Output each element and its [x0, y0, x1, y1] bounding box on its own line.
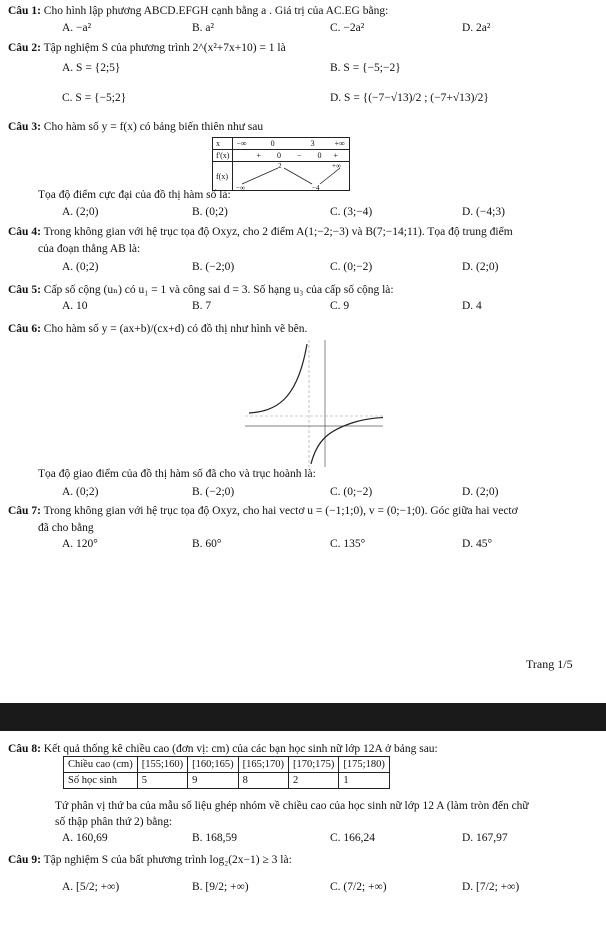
vt-x-0: 0 [270, 139, 275, 148]
q2-opt-a: A. S = {2;5} [62, 62, 121, 74]
question-6 [8, 323, 307, 335]
q1-opt-b: B. a² [192, 22, 214, 34]
q2-opt-b: B. S = {−5;−2} [330, 62, 401, 74]
q8-label: Câu 8: [8, 743, 41, 755]
q5-text: Cấp số cộng (uₙ) có u₁ = 1 và công sai d = 3. Số hạng u₃ của cấp số cộng là: [43, 284, 394, 296]
function-graph [245, 340, 385, 467]
q7-text: Trong không gian với hệ trục tọa độ Oxyz, cho hai vectơ u = (−1;1;0), v = (0;−1;0). Góc giữa hai vectơ [43, 505, 518, 517]
q7-opt-c: C. 135° [330, 538, 366, 550]
vt-fp-1: + [256, 151, 261, 160]
page-footer: Trang 1/5 [526, 657, 573, 671]
question-2 [8, 42, 286, 54]
q5-label: Câu 5: [8, 284, 41, 296]
q8-text2: Tứ phân vị thứ ba của mẫu số liệu ghép nhóm về chiều cao của học sinh nữ lớp 12 A (làm tròn đến chữ [55, 800, 529, 812]
q2-opt-d: D. S = {(−7−√13)/2 ; (−7+√13)/2} [330, 92, 489, 104]
q9-label: Câu 9: [8, 854, 41, 866]
q1-text: Cho hình lập phương ABCD.EFGH cạnh bằng a . Giá trị của AC.EG bằng: [43, 5, 389, 17]
q3-text: Cho hàm số y = f(x) có bảng biến thiên như sau [43, 121, 264, 133]
q4-opt-d: D. (2;0) [462, 261, 499, 273]
q6-text: Cho hàm số y = (ax+b)/(cx+d) có đồ thị như hình vẽ bên. [43, 323, 308, 335]
q6-label: Câu 6: [8, 323, 41, 335]
q6-opt-d: D. (2;0) [462, 486, 499, 498]
stat-r2-c0: Số học sinh [64, 773, 138, 789]
q2-opt-c: C. S = {−5;2} [62, 92, 127, 104]
question-8 [8, 743, 438, 755]
q3-opt-c: C. (3;−4) [330, 206, 373, 218]
q9-text: Tập nghiệm S của bất phương trình log₂(2x−1) ≥ 3 là: [43, 854, 292, 866]
stat-r2-c1: 5 [137, 773, 187, 789]
q5-opt-c: C. 9 [330, 300, 350, 312]
question-7 [8, 505, 518, 517]
vt-f-neg-inf: −∞ [236, 184, 246, 190]
q4-opt-c: C. (0;−2) [330, 261, 373, 273]
stat-r2-c4: 2 [289, 773, 339, 789]
q4-opt-a: A. (0;2) [62, 261, 99, 273]
q8-text3: số thập phân thứ 2) bằng: [55, 816, 173, 828]
q6-sub: Tọa độ giao điểm của đồ thị hàm số đã cho và trục hoành là: [38, 468, 316, 480]
q4-text2: của đoạn thẳng AB là: [38, 243, 141, 255]
q2-label: Câu 2: [8, 42, 41, 54]
question-1 [8, 5, 388, 17]
q2-text: Tập nghiệm S của phương trình 2^(x²+7x+10) = 1 là [43, 42, 286, 54]
stat-r1-c3: [165;170) [238, 757, 288, 773]
q4-opt-b: B. (−2;0) [192, 261, 235, 273]
q9-opt-c: C. (7/2; +∞) [330, 881, 387, 893]
q8-text: Kết quả thống kê chiều cao (đơn vị: cm) của các bạn học sinh nữ lớp 12A ở bảng sau: [43, 743, 438, 755]
stat-r1-c4: [170;175) [289, 757, 339, 773]
question-4 [8, 226, 513, 238]
q8-opt-d: D. 167,97 [462, 832, 508, 844]
vt-x-pos-inf: +∞ [334, 139, 345, 148]
q3-label: Câu 3: [8, 121, 41, 133]
vt-f-neg4: −4 [312, 184, 320, 190]
q1-label: Câu 1: [8, 5, 41, 17]
q3-opt-b: B. (0;2) [192, 206, 228, 218]
q7-opt-a: A. 120° [62, 538, 98, 550]
stat-r1-c5: [175;180) [339, 757, 389, 773]
vt-f-label: f(x) [213, 162, 233, 191]
stat-r2-c3: 8 [238, 773, 288, 789]
question-5 [8, 282, 394, 296]
stat-r1-c2: [160;165) [188, 757, 238, 773]
q8-opt-c: C. 166,24 [330, 832, 376, 844]
stat-r2-c5: 1 [339, 773, 389, 789]
stat-row-count [64, 773, 390, 789]
question-9 [8, 854, 292, 866]
q3-opt-a: A. (2;0) [62, 206, 99, 218]
q1-opt-d: D. 2a² [462, 22, 491, 34]
q6-opt-c: C. (0;−2) [330, 486, 373, 498]
q7-text2: đã cho bằng [38, 522, 94, 534]
variation-table [212, 137, 350, 191]
vt-x-neg-inf: −∞ [236, 139, 247, 148]
stat-table [63, 756, 390, 789]
q7-opt-b: B. 60° [192, 538, 222, 550]
page-separator [0, 703, 606, 731]
vt-fp-5: + [333, 151, 338, 160]
q1-opt-c: C. −2a² [330, 22, 365, 34]
vt-fp-2: 0 [276, 151, 281, 160]
q3-sub: Tọa độ điểm cực đại của đồ thị hàm số là: [38, 189, 231, 201]
vt-fp-label: f'(x) [213, 150, 233, 162]
q5-opt-d: D. 4 [462, 300, 482, 312]
q9-opt-a: A. [5/2; +∞) [62, 881, 120, 893]
q9-opt-b: B. [9/2; +∞) [192, 881, 249, 893]
stat-r2-c2: 9 [188, 773, 238, 789]
q3-opt-d: D. (−4;3) [462, 206, 505, 218]
q8-opt-b: B. 168,59 [192, 832, 238, 844]
vt-x-label: x [213, 138, 233, 150]
q5-opt-a: A. 10 [62, 300, 88, 312]
q7-opt-d: D. 45° [462, 538, 493, 550]
vt-fp-3: − [296, 151, 302, 160]
vt-x-3: 3 [310, 139, 315, 148]
q6-opt-a: A. (0;2) [62, 486, 99, 498]
q1-opt-a: A. −a² [62, 22, 92, 34]
q4-text: Trong không gian với hệ trục tọa độ Oxyz, cho 2 điểm A(1;−2;−3) và B(7;−14;11). Tọa độ trung điểm [43, 226, 513, 238]
curve-left-branch [249, 344, 307, 413]
curve-right-branch [311, 418, 383, 465]
q6-opt-b: B. (−2;0) [192, 486, 235, 498]
q8-opt-a: A. 160,69 [62, 832, 108, 844]
q7-label: Câu 7: [8, 505, 41, 517]
vt-f-pos-inf: +∞ [332, 162, 342, 170]
q4-label: Câu 4: [8, 226, 41, 238]
vt-f-2: 2 [278, 162, 282, 170]
stat-row-height [64, 757, 390, 773]
vt-fp-4: 0 [317, 151, 322, 160]
question-3 [8, 121, 263, 133]
q9-opt-d: D. [7/2; +∞) [462, 881, 520, 893]
stat-r1-c0: Chiều cao (cm) [64, 757, 138, 773]
q5-opt-b: B. 7 [192, 300, 212, 312]
vt-arrows [236, 162, 346, 190]
stat-r1-c1: [155;160) [137, 757, 187, 773]
